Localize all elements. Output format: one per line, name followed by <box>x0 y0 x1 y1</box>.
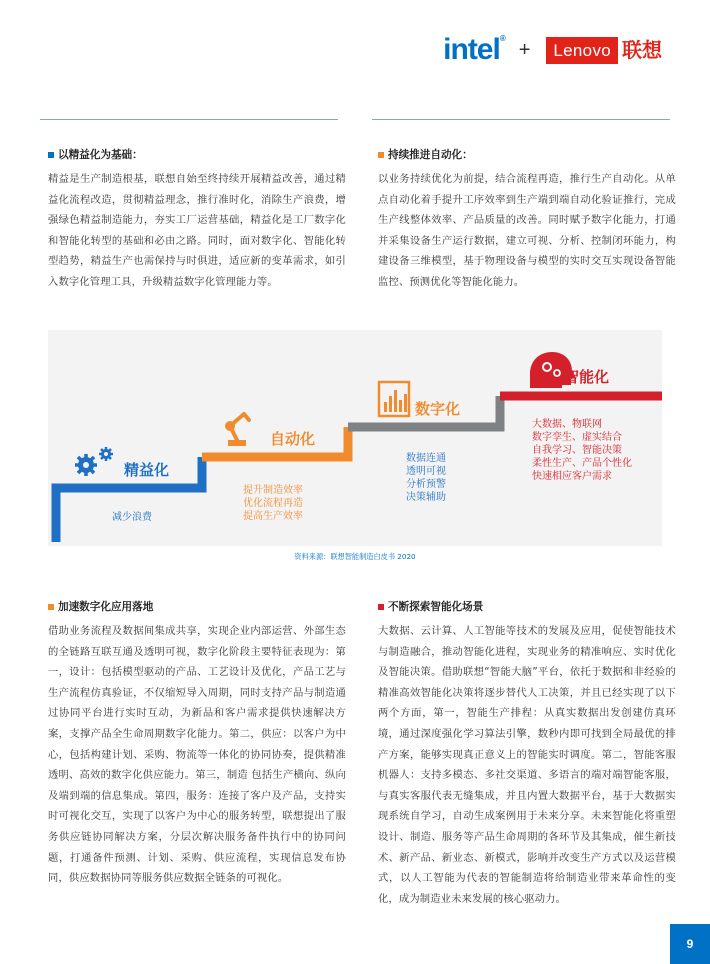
stage-item: 优化流程再造 <box>243 498 303 509</box>
staircase-diagram <box>48 330 662 546</box>
stage-item: 数据连通 <box>406 453 446 464</box>
section-title: 以精益化为基础： <box>48 148 346 162</box>
square-bullet-icon <box>378 152 384 158</box>
robot-arm-icon <box>227 414 249 446</box>
square-bullet-icon <box>48 604 54 610</box>
section-body: 大数据、云计算、人工智能等技术的发展及应用，促使智能技术与制造融合，推动智能化进程，实现业务的精准响应、实时优化及智能决策。借助联想“智能大脑”平台，依托于数据和非经验的精准高效智能化决策将逐步替代人工决策，并且已经实现了以下两个方面，第一，智能生产排程：从真实数据出发创建仿真环境，通过深度强化学习算法引擎，数秒内即可找到全局最优的排产方案，能够实现真正意义上的智能实时调度。第二，智能客服机器人：支持多模态、多社交渠道、多语言的端对端智能客服，与真实客服代表无缝集成，并且内置大数据平台，基于大数据实现系统自学习，自动生成案例用于未来分享。未来智能化将重塑设计、制造、服务等产品生命周期的各环节及其集成，催生新技术、新产品、新业态、新模式，影响并改变生产方式以及运营模式，以人工智能为代表的智能制造将给制造业带来革命性的变化，成为制造业未来发展的核心驱动力。 <box>378 625 676 905</box>
lenovo-logo-cn: 联想 <box>622 38 662 62</box>
divider-left <box>40 119 338 120</box>
stage-title-digital: 数字化 <box>415 400 461 418</box>
page-number: 9 <box>670 924 710 964</box>
stage-item: 大数据、物联网 <box>532 419 602 430</box>
stage-item: 决策辅助 <box>406 492 446 503</box>
section-body: 精益是生产制造根基，联想自始至终持续开展精益改善，通过精益化流程改造，贯彻精益理念，推行准时化，消除生产浪费，增强绿色精益制造能力，夯实工厂运营基础，精益化是工厂数字化和智能化转型的基础和必由之路。同时，面对数字化、智能化转型趋势，精益生产也需保持与时俱进，适应新的变革需求，如引入数字化管理工具，升级精益数字化管理能力等。 <box>48 173 346 288</box>
divider-right <box>372 119 670 120</box>
stage-item: 提升制造效率 <box>243 485 303 496</box>
stage-item: 分析预警 <box>406 479 446 490</box>
section-lean <box>48 148 346 293</box>
stage-item: 透明可视 <box>406 466 446 477</box>
stage-title-intelligent: 智能化 <box>564 368 610 386</box>
section-digital <box>48 600 346 889</box>
stage-title-lean: 精益化 <box>124 461 170 479</box>
stage-item: 数字孪生、虚实结合 <box>532 432 622 443</box>
square-bullet-icon <box>378 604 384 610</box>
section-title: 不断探索智能化场景 <box>378 600 676 614</box>
plus-sign: + <box>518 38 531 61</box>
stage-title-automation: 自动化 <box>270 430 316 448</box>
header <box>443 30 662 70</box>
lenovo-logo <box>546 37 662 64</box>
stage-item: 减少浪费 <box>112 512 152 523</box>
gears-icon <box>75 447 113 476</box>
stage-item: 快速相应客户需求 <box>532 471 612 482</box>
bar-chart-icon <box>379 382 409 416</box>
stage-diagram <box>48 330 662 546</box>
section-body: 以业务持续优化为前提，结合流程再造，推行生产自动化。从单点自动化着手提升工序效率到生产端到端自动化验证推行，完成生产线整体效率、产品质量的改善。同时赋予数字化能力，打通并采集设备生产运行数据，建立可视、分析、控制闭环能力，构建设备三维模型，基于物理设备与模型的实时交互实现设备智能监控、预测优化等智能化能力。 <box>378 173 676 288</box>
source-caption: 资料来源：联想智能制造白皮书 2020 <box>294 552 416 561</box>
stage-item: 柔性生产、产品个性化 <box>532 458 632 469</box>
square-bullet-icon <box>48 152 54 158</box>
section-title: 持续推进自动化： <box>378 148 676 162</box>
section-automation <box>378 148 676 293</box>
section-body: 借助业务流程及数据间集成共享，实现企业内部运营、外部生态的全链路互联互通及透明可视，数字化阶段主要特征表现为：第一，设计：包括模型驱动的产品、工艺设计及优化，产品工艺与生产流程仿真验证，不仅缩短导入周期，同时支持产品与制造通过协同平台进行实时互动，为新品和客户需求提供快速解决方案，支撑产品全生命周期数字化能力。第二，供应：以客户为中心，包括构建计划、采购、物流等一体化的协同协奏，提供精准透明、高效的数字化供应能力。第三，制造 包括生产横向、纵向及端到端的信息集成。第四，服务：连接了客户及产品，支持实时可视化交互，实现了以客户为中心的服务转型，联想提出了服务供应链协同解决方案，分层次解决服务备件执行中的协同问题，打通备件预测、计划、采购、供应流程，实现信息发布协同，供应数据协同等服务供应数据全链条的可视化。 <box>48 625 346 885</box>
stage-item: 提高生产效率 <box>243 511 303 522</box>
lenovo-logo-en: Lenovo <box>546 37 618 64</box>
stage-item: 自我学习、智能决策 <box>532 445 622 456</box>
section-intelligent <box>378 600 676 909</box>
intel-logo: intel® <box>443 33 505 66</box>
section-title: 加速数字化应用落地 <box>48 600 346 614</box>
